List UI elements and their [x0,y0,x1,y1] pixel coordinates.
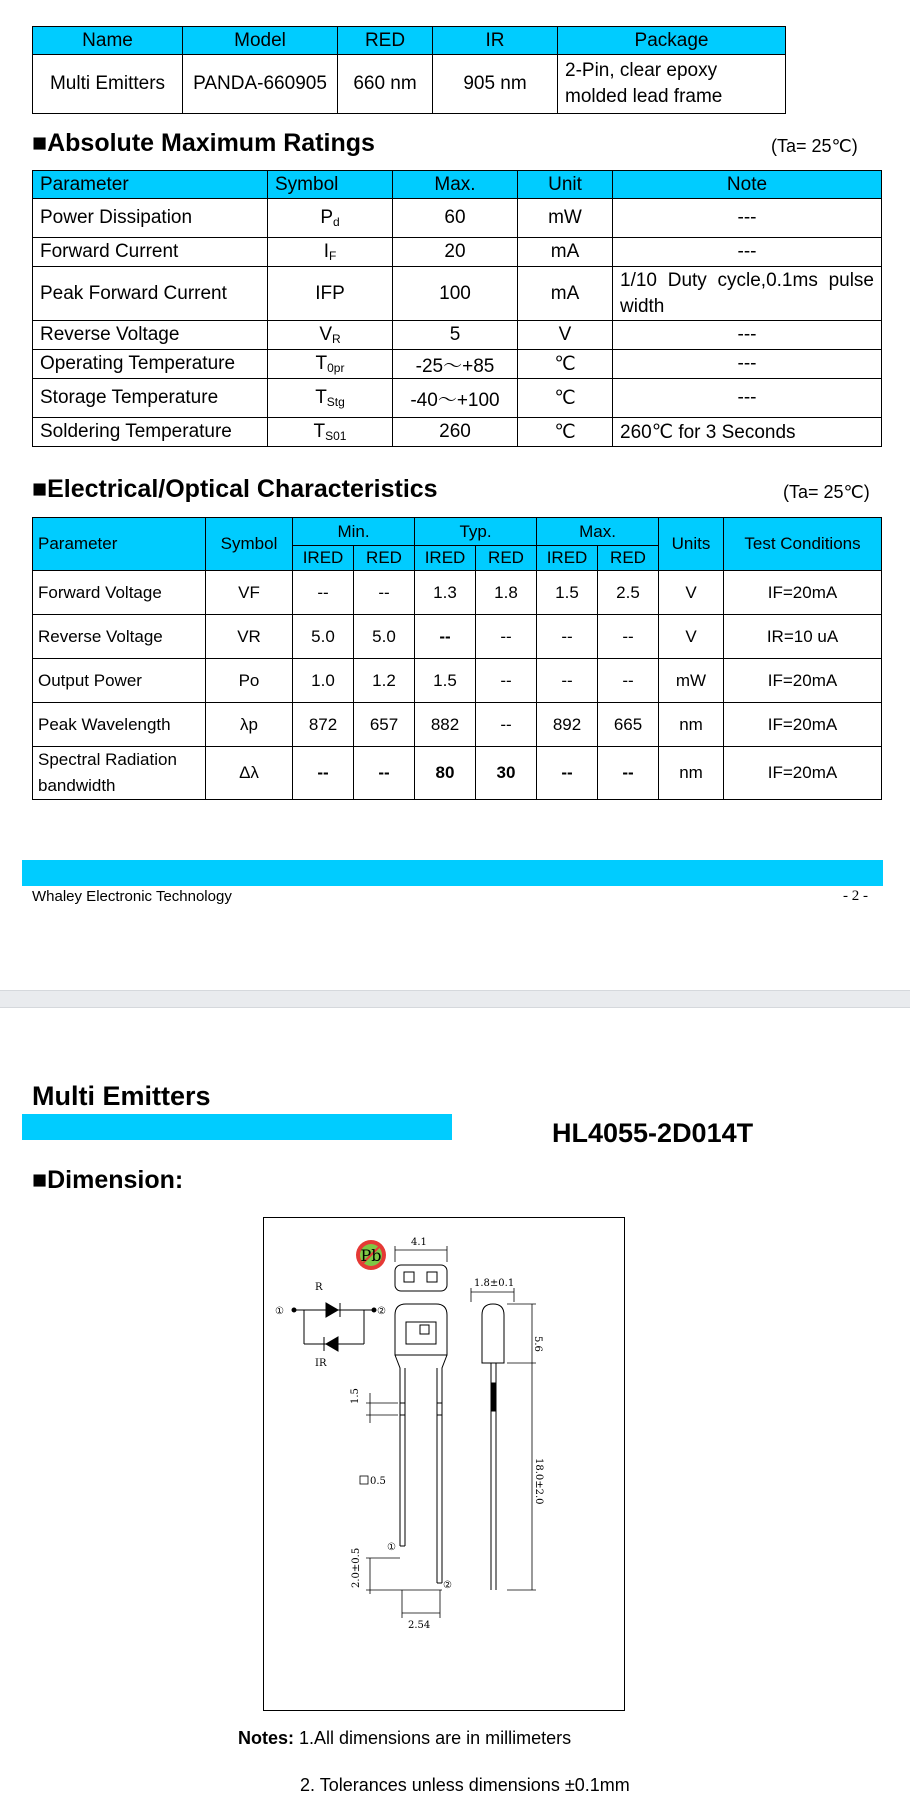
amr-ta: (Ta= 25℃) [771,136,858,156]
note-2: 2. Tolerances unless dimensions ±0.1mm [300,1775,630,1795]
pb-free-icon [356,1240,386,1270]
header-red: RED [338,27,433,55]
header-red: RED [476,546,537,571]
cell-condition: IR=10 uA [724,615,882,659]
dim-body-height: 5.6 [532,1336,543,1352]
footer-company: Whaley Electronic Technology [32,888,232,905]
page-3 [0,1008,910,1811]
cell-max: 100 [393,267,518,321]
cell-unit: ℃ [518,418,613,447]
dim-stub: 2.0±0.5 [351,1547,362,1588]
header-test-conditions: Test Conditions [724,518,882,571]
header-max: Max. [537,518,659,546]
header-note: Note [613,171,882,199]
cell-condition: IF=20mA [724,659,882,703]
cell-value: 5.0 [354,615,415,659]
dim-lead-width: 0.5 [370,1476,386,1487]
table-row [33,267,882,321]
cell-value: 30 [476,747,537,800]
note-1: 1.All dimensions are in millimeters [294,1728,572,1748]
front-view [395,1304,447,1583]
cell-max: 260 [393,418,518,447]
cell-param: Reverse Voltage [33,321,268,350]
table-row [33,350,882,379]
cell-unit: mW [659,659,724,703]
cell-symbol: $I_F$ [268,238,393,267]
cell-value: 2.5 [598,571,659,615]
cell-symbol: VR [206,615,293,659]
top-view [395,1246,447,1291]
cell-unit: nm [659,747,724,800]
cell-unit: ℃ [518,379,613,418]
header-name: Name [33,27,183,55]
cell-unit: ℃ [518,350,613,379]
dim-thickness: 1.8±0.1 [474,1278,515,1289]
header-package: Package [558,27,786,55]
cell-param: Storage Temperature [33,379,268,418]
cell-symbol: $T_{Stg}$ [268,379,393,418]
cell-value: -- [598,747,659,800]
cell-param: Operating Temperature [33,350,268,379]
cell-value: 1.0 [293,659,354,703]
cell-value: -- [354,571,415,615]
table-row [33,199,882,238]
dim-lead-length: 18.0±2.0 [533,1458,544,1505]
pin-1-label: ① [275,1306,284,1317]
cell-value: 1.3 [415,571,476,615]
header-ired: IRED [415,546,476,571]
cell-value: 872 [293,703,354,747]
cell-note: --- [613,321,882,350]
cell-symbol: $T_{S01}$ [268,418,393,447]
dimension-diagram [264,1218,624,1710]
cell-note: 1/10 Duty cycle,0.1ms pulse width [613,267,882,321]
package-table [32,26,786,114]
cell-value: -- [354,747,415,800]
cell-param: Peak Forward Current [33,267,268,321]
cell-symbol: Po [206,659,293,703]
cell-value: 892 [537,703,598,747]
header-min: Min. [293,518,415,546]
cell-model: PANDA-660905 [183,55,338,114]
cell-param: Power Dissipation [33,199,268,238]
cell-param: Forward Current [33,238,268,267]
table-row [33,238,882,267]
notes-label: Notes: [238,1728,295,1748]
cell-value: -- [476,703,537,747]
cell-value: 1.5 [537,571,598,615]
cell-condition: IF=20mA [724,571,882,615]
page-separator [0,990,910,1008]
circuit-symbol [292,1303,376,1351]
cell-unit: mW [518,199,613,238]
table-row [33,659,882,703]
package-table-header [33,27,786,55]
table-row [33,571,882,615]
cell-max: -40～+100 [393,379,518,418]
absolute-max-table [32,170,882,447]
cell-value: -- [476,659,537,703]
side-view [471,1288,536,1590]
cell-max: 60 [393,199,518,238]
cell-symbol: λp [206,703,293,747]
header-ired: IRED [537,546,598,571]
eo-ta: (Ta= 25℃) [783,482,870,502]
table-row [33,321,882,350]
cell-ir: 905 nm [433,55,558,114]
cell-value: 1.2 [354,659,415,703]
cell-unit: mA [518,267,613,321]
dimension-drawing [263,1217,625,1711]
model-number: HL4055-2D014T [552,1118,754,1148]
cell-unit: nm [659,703,724,747]
pin-1-marker: ① [387,1542,396,1553]
cell-symbol: $T_{0pr}$ [268,350,393,379]
cell-value: -- [293,571,354,615]
cell-max: -25～+85 [393,350,518,379]
cell-value: 665 [598,703,659,747]
electrical-optical-table [32,517,882,800]
page-title: Multi Emitters [32,1081,211,1111]
front-dimensions [360,1393,442,1618]
cell-condition: IF=20mA [724,703,882,747]
cell-param: Peak Wavelength [33,703,206,747]
notes-line-1 [238,1728,571,1749]
cell-value: 1.5 [415,659,476,703]
cell-unit: V [659,615,724,659]
label-r: R [315,1282,323,1293]
cell-note: --- [613,238,882,267]
cell-value: -- [537,615,598,659]
cell-value: 1.8 [476,571,537,615]
header-ir: IR [433,27,558,55]
cell-symbol: IFP [268,267,393,321]
cell-note: --- [613,350,882,379]
dim-step: 1.5 [350,1388,361,1404]
cell-value: -- [537,659,598,703]
table-row [33,418,882,447]
table-row [33,615,882,659]
cell-value: -- [598,659,659,703]
header-model: Model [183,27,338,55]
cell-value: -- [293,747,354,800]
header-parameter: Parameter [33,518,206,571]
cell-param: Soldering Temperature [33,418,268,447]
amr-title: ■Absolute Maximum Ratings [32,129,375,157]
table-row [33,703,882,747]
label-ir: IR [315,1358,327,1369]
cell-condition: IF=20mA [724,747,882,800]
cell-note: --- [613,199,882,238]
footer-page-number: - 2 - [843,888,868,904]
header-red: RED [354,546,415,571]
cell-unit: V [518,321,613,350]
amr-header [33,171,882,199]
cell-package: 2-Pin, clear epoxy molded lead frame [558,55,786,114]
dim-pitch: 2.54 [408,1620,431,1631]
cell-value: -- [537,747,598,800]
cell-symbol: Δλ [206,747,293,800]
pin-2-label: ② [377,1306,386,1317]
cell-note: 260℃ for 3 Seconds [613,418,882,447]
header-unit: Unit [518,171,613,199]
table-row [33,379,882,418]
header-typ: Typ. [415,518,537,546]
cell-symbol: VF [206,571,293,615]
cell-max: 5 [393,321,518,350]
cell-value: 80 [415,747,476,800]
svg-text:Pb: Pb [360,1246,382,1265]
cell-param: Output Power [33,659,206,703]
table-row [33,747,882,800]
cell-value: -- [598,615,659,659]
cell-param: Reverse Voltage [33,615,206,659]
cell-red: 660 nm [338,55,433,114]
footer-band [22,860,883,886]
header-symbol: Symbol [206,518,293,571]
header-units: Units [659,518,724,571]
cell-value: -- [476,615,537,659]
cell-unit: V [659,571,724,615]
table-row [33,55,786,114]
cell-note: --- [613,379,882,418]
cell-max: 20 [393,238,518,267]
cell-value: 657 [354,703,415,747]
eo-header-row-1 [33,518,882,546]
title-band [22,1114,452,1140]
header-red: RED [598,546,659,571]
cell-param: Spectral Radiation bandwidth [33,747,206,800]
header-ired: IRED [293,546,354,571]
cell-value: -- [415,615,476,659]
cell-value: 5.0 [293,615,354,659]
cell-unit: mA [518,238,613,267]
header-symbol: Symbol [268,171,393,199]
cell-value: 882 [415,703,476,747]
dimension-title: ■Dimension: [32,1166,184,1194]
cell-name: Multi Emitters [33,55,183,114]
cell-symbol: $V_R$ [268,321,393,350]
dim-width: 4.1 [411,1237,427,1248]
cell-symbol: $P_d$ [268,199,393,238]
header-parameter: Parameter [33,171,268,199]
eo-title: ■Electrical/Optical Characteristics [32,475,438,503]
pin-2-marker: ② [443,1580,452,1591]
header-max: Max. [393,171,518,199]
cell-param: Forward Voltage [33,571,206,615]
